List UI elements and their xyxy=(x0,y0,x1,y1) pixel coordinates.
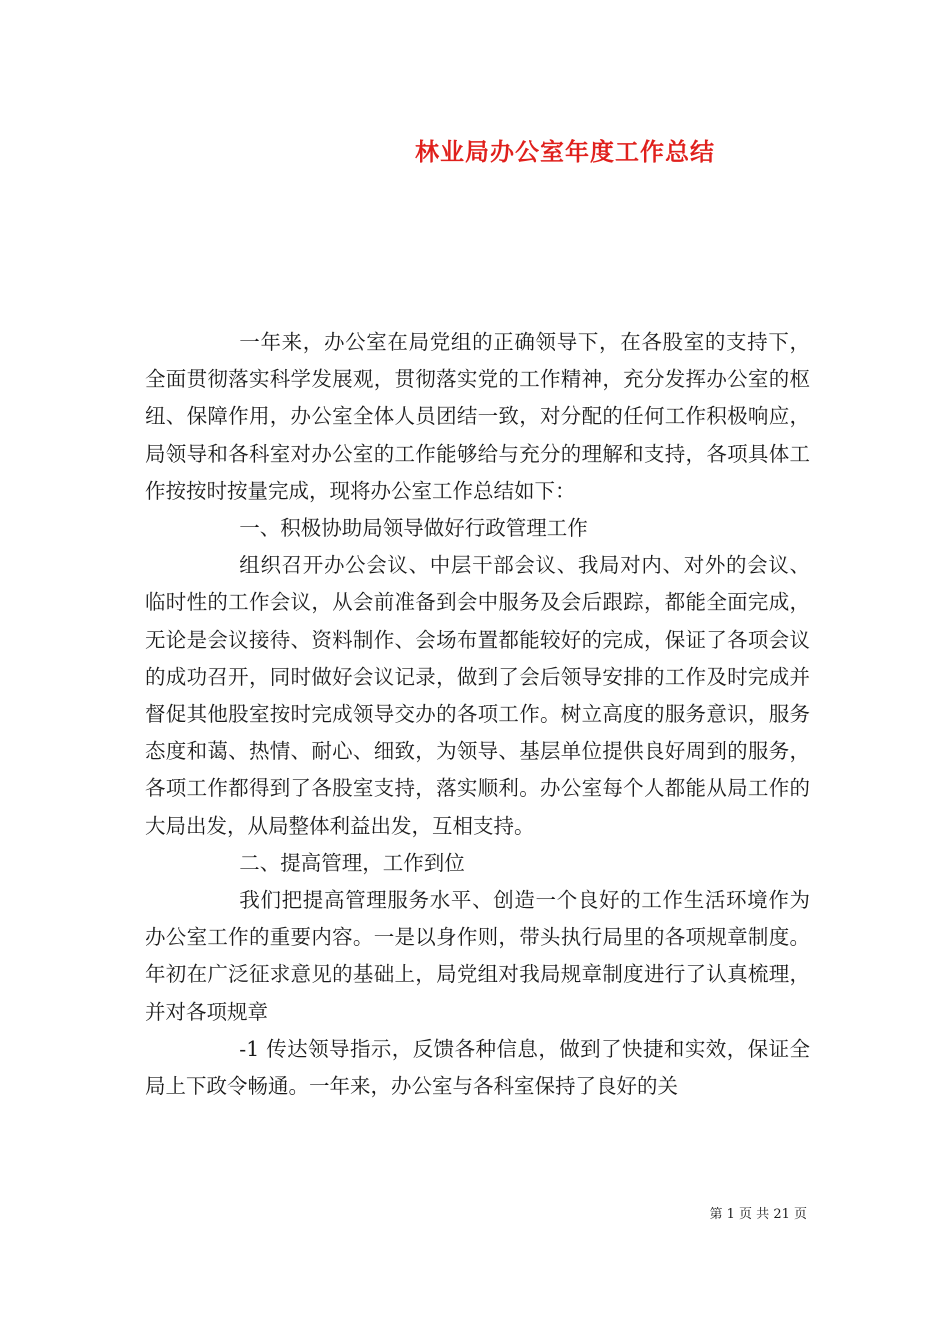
section-heading-1: 一、积极协助局领导做好行政管理工作 xyxy=(239,516,588,541)
paragraph-section-2: 我们把提高管理服务水平、创造一个良好的工作生活环境作为办公室工作的重要内容。一是以身作则，带头执行局里的各项规章制度。年初在广泛征求意见的基础上，局党组对我局规章制度进行了认真梳理，并对各项规章 xyxy=(145,888,810,1024)
paragraph-continuation: -1 传达领导指示，反馈各种信息，做到了快捷和实效，保证全局上下政令畅通。一年来，办公室与各科室保持了良好的关 xyxy=(145,1036,810,1099)
paragraph-intro: 一年来，办公室在局党组的正确领导下，在各股室的支持下，全面贯彻落实科学发展观，贯彻落实党的工作精神，充分发挥办公室的枢纽、保障作用，办公室全体人员团结一致，对分配的任何工作积极响应，局领导和各科室对办公室的工作能够给与充分的理解和支持，各项具体工作按按时按量完成，现将办公室工作总结如下： xyxy=(145,330,810,503)
paragraph-section-1: 组织召开办公会议、中层干部会议、我局对内、对外的会议、临时性的工作会议，从会前准备到会中服务及会后跟踪，都能全面完成，无论是会议接待、资料制作、会场布置都能较好的完成，保证了各项会议的成功召开，同时做好会议记录，做到了会后领导安排的工作及时完成并督促其他股室按时完成领导交办的各项工作。树立高度的服务意识，服务态度和蔼、热情、耐心、细致，为领导、基层单位提供良好周到的服务，各项工作都得到了各股室支持，落实顺利。办公室每个人都能从局工作的大局出发，从局整体利益出发，互相支持。 xyxy=(145,553,810,838)
page-number-footer: 第 1 页 共 21 页 xyxy=(709,1207,807,1222)
document-title: 林业局办公室年度工作总结 xyxy=(415,138,715,166)
document-body xyxy=(145,324,810,1105)
section-heading-2: 二、提高管理，工作到位 xyxy=(239,850,465,875)
